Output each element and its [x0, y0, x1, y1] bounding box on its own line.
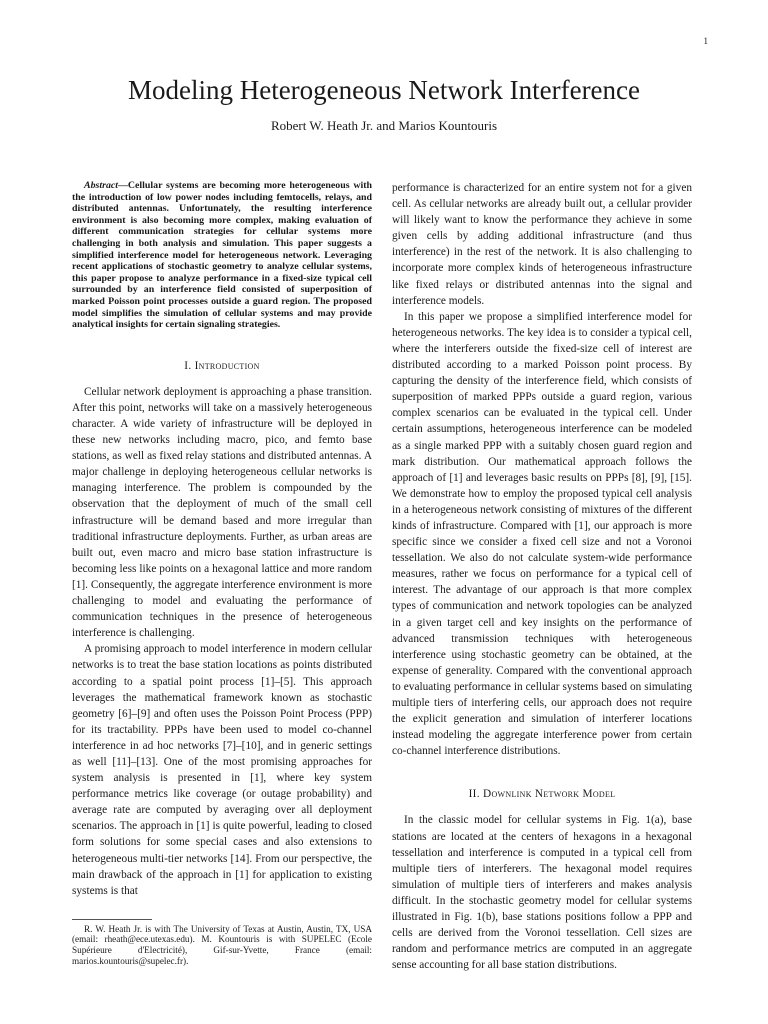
downlink-paragraph-1: In the classic model for cellular systems in Fig. 1(a), base stations are located at the centers of hexagons in a hexagonal tessellation and interference is computed in a typical cell from multiple tiers of interferers. The hexagonal model requires simulation of multiple tiers of interferers and makes analysis difficult. In the stochastic geometry model for cellular systems illustrated in Fig. 1(b), base stations positions follow a PPP and cells are derived from the Voronoi tessellation. Cell sizes are random and performance metrics are computed in an aggregate sense accounting for all base station distributions.	[392, 814, 692, 972]
paper-title: Modeling Heterogeneous Network Interference	[127, 75, 641, 105]
author-footnote: R. W. Heath Jr. is with The University of Texas at Austin, Austin, TX, USA (email: rheath@ece.utexas.edu). M. Kountouris is with SUPELEC (Ecole Supérieure d'Electricité), Gif-sur-Yvette, France (email: marios.kountouris@supelec.fr).	[72, 923, 372, 966]
intro-paragraph-3: performance is characterized for an entire system not for a given cell. As cellular networks are already built out, a cellular provider will likely want to know the performance they achieve in some given cells by adding additional infrastructure (and thus interference) in the rest of the network. It is also challenging to incorporate more complex kinds of heterogeneous infrastructure like fixed relays or distributed antennas into the signal and interference models.	[392, 182, 692, 307]
intro-paragraph-4: In this paper we propose a simplified interference model for heterogeneous networks. The key idea is to consider a typical cell, where the interferers outside the fixed-size cell of interest are distributed according to a marked Poisson point process. By capturing the density of the interference field, which consists of superposition of marked PPPs outside a guard region, various complex scenarios can be evaluated in the typical cell. Under certain assumptions, heterogeneous interference can be modeled as a single marked PPP with a suitably chosen guard region and mark distribution. Our mathematical approach follows the approach of [1] and leverages basic results on PPPs [8], [9], [15]. We demonstrate how to employ the proposed typical cell analysis in a heterogeneous network consisting of mixtures of the different kinds of infrastructure. Compared with [1], our approach is more specific since we consider a fixed cell size and not a Voronoi tessellation. We also do not calculate system-wide performance measures, rather we focus on performance for a typical cell of interest. The advantage of our approach is that more complex types of communication and network topologies can be analyzed in a given target cell and key insights on the performance of advanced transmission techniques with heterogeneous interference using stochastic geometry can be obtained, at the expense of generality. Compared with the conventional approach to evaluating performance in cellular systems based on simulating multiple tiers of interfering cells, our approach does not require the explicit generation and simulation of interferer locations instead modeling the aggregate interference power from certain co-channel interference distributions.	[392, 310, 692, 758]
intro-paragraph-2: A promising approach to model interference in modern cellular networks is to treat the base station locations as points distributed according to a spatial point process [1]–[5]. This approach leverages the mathematical framework known as stochastic geometry [6]–[9] and often uses the Poisson Point Process (PPP) for its tractability. PPPs have been used to model co-channel interference in ad hoc networks [7]–[10], and in generic settings as well [11]–[13]. One of the most promising approaches for system analysis is presented in [1], where key system performance metrics like coverage (or outage probability) and average rate are computed by averaging over all deployment scenarios. The approach in [1] is quite powerful, leading to closed form solutions for some special cases and also extensions to heterogeneous multi-tier networks [14]. From our perspective, the main drawback of the approach in [1] for application to existing systems is that	[72, 643, 372, 897]
abstract	[72, 180, 372, 331]
paper-authors: Robert W. Heath Jr. and Marios Kountouris	[270, 118, 498, 133]
left-column	[72, 180, 372, 966]
right-column	[392, 180, 692, 973]
section-heading-introduction: I. Introduction	[184, 359, 260, 372]
footnote-divider	[72, 919, 152, 920]
page-number: 1	[703, 36, 708, 46]
abstract-label: Abstract	[84, 180, 119, 191]
intro-paragraph-1: Cellular network deployment is approaching a phase transition. After this point, networks will take on a massively heterogeneous character. A wide variety of infrastructure will be deployed in these new networks including macro, pico, and femto base stations, as well as fixed relay stations and distributed antennas. A major challenge in deploying heterogeneous cellular networks is managing interference. The problem is compounded by the observation that the deployment of much of the small cell infrastructure will be demand based and more irregular than traditional infrastructure deployments. Further, as urban areas are built out, even macro and micro base station infrastructure is becoming less like points on a hexagonal lattice and more random [1]. Consequently, the aggregate interference environment is more challenging to model and evaluating the performance of communication techniques in the presence of heterogeneous interference is challenging.	[72, 385, 372, 640]
abstract-text: —Cellular systems are becoming more heterogeneous with the introduction of low power nodes including femtocells, relays, and distributed antennas. Unfortunately, the resulting interference environment is also becoming more complex, making evaluation of different communication strategies for cellular systems more challenging in both analysis and simulation. This paper suggests a simplified interference model for heterogeneous network. Leveraging recent applications of stochastic geometry to analyze cellular systems, this paper propose to analyze performance in a fixed-size typical cell surrounded by an interference field consisted of superposition of marked Poisson point processes outside a guard region. The proposed model simplifies the simulation of cellular systems and may provide analytical insights for certain signaling strategies.	[72, 180, 372, 331]
section-heading-downlink: II. Downlink Network Model	[468, 788, 616, 801]
